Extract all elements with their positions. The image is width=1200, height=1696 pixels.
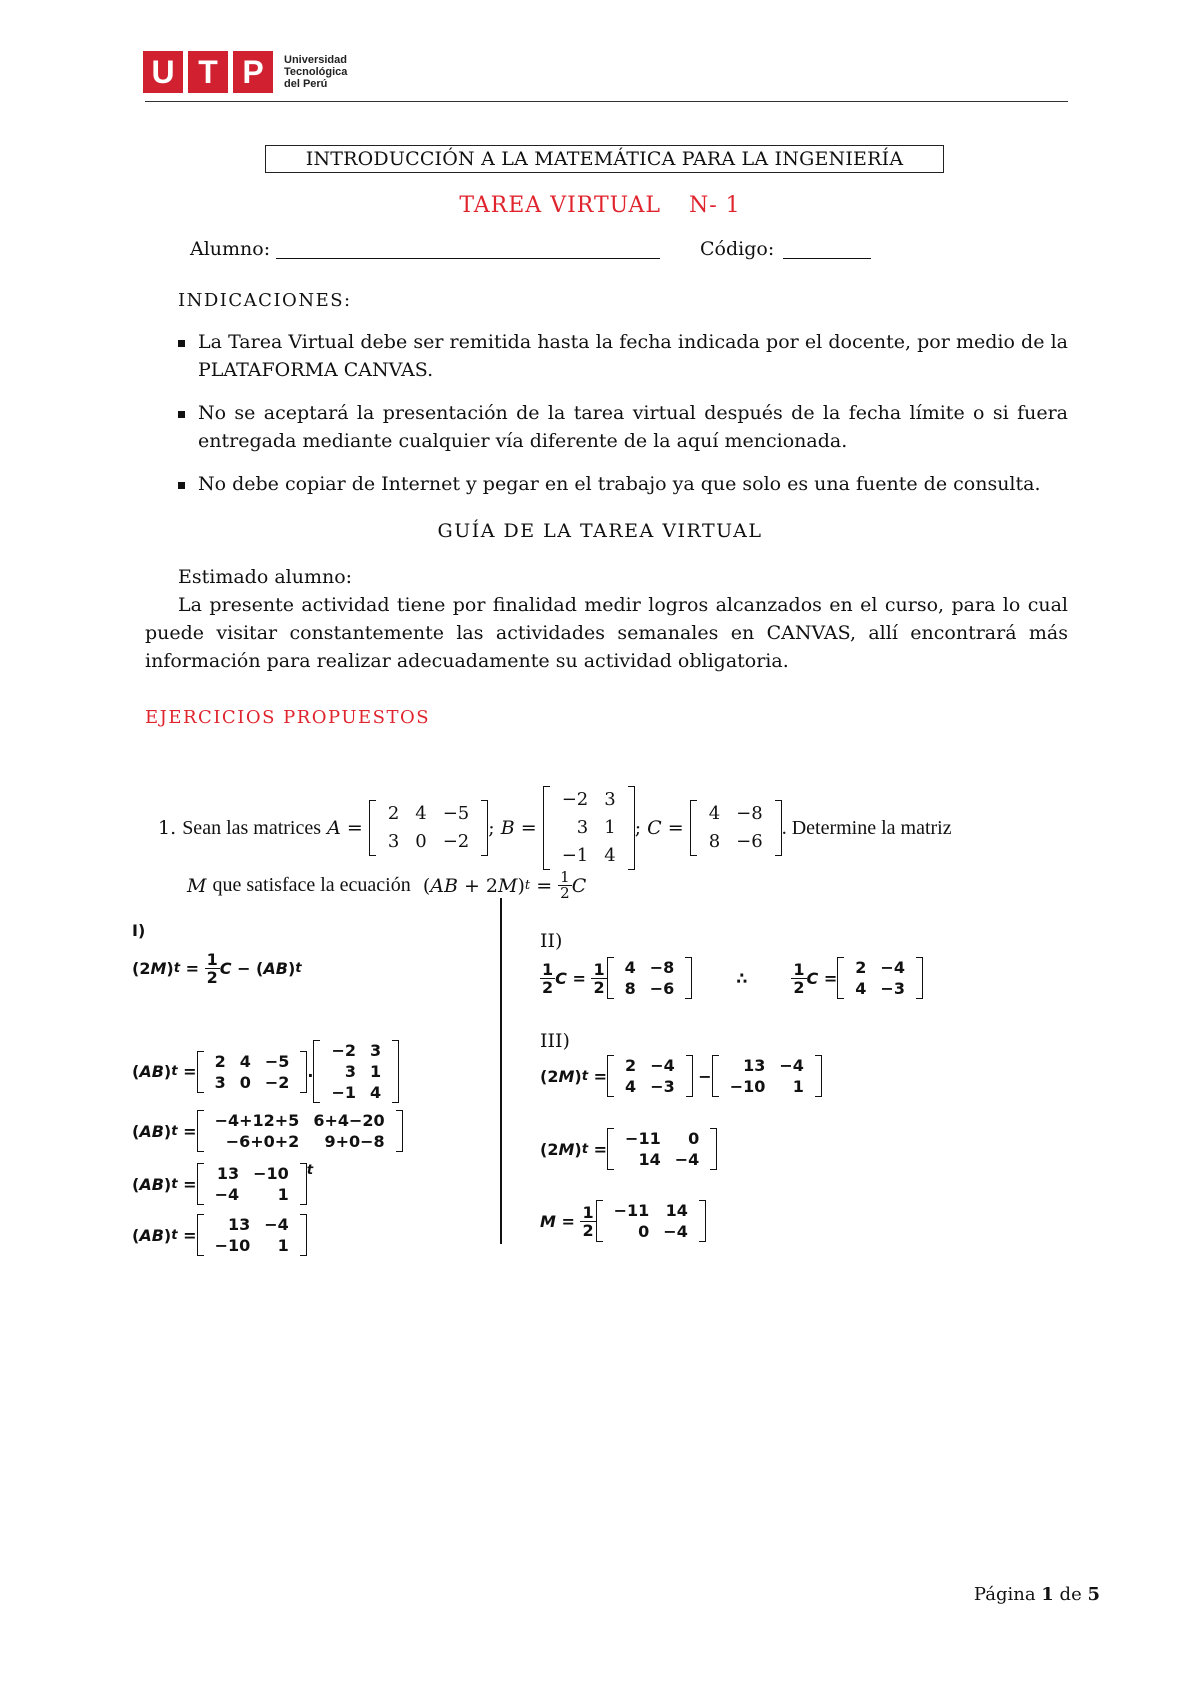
step-1-equation: (2 M ) t = $\frac{1}{2}$ C − ( AB ) t xyxy=(132,950,302,987)
logo-text xyxy=(284,54,347,90)
page-label: Página xyxy=(973,1584,1036,1605)
exercise-number: 1. xyxy=(158,817,177,839)
logo-line-2: Tecnológica xyxy=(284,66,348,78)
logo-line-3: del Perú xyxy=(284,78,328,90)
assignment-label: TAREA VIRTUAL xyxy=(459,193,661,218)
ejercicios-title: EJERCICIOS PROPUESTOS xyxy=(145,707,431,728)
logo-letter-p: P xyxy=(233,51,273,93)
matrix-m-symbol: M xyxy=(187,874,207,897)
therefore-symbol: ∴ xyxy=(736,968,748,988)
step-6-equation: $\frac{1}{2}$ C = $\frac{1}{2}$ 4 −8 8 −6 ∴ $\frac{1}{2}$ C = 2 −4 4 −3 xyxy=(540,957,923,999)
guia-paragraph: La presente actividad tiene por finalidad medir logros alcanzados en el curso, para lo cual puede visitar constantemente las actividades semanales en CANVAS, allí encontrará más información para realizar adecuadamente su actividad obligatoria. xyxy=(145,594,1068,672)
step-8-equation: (2 M ) t = −11 0 14 −4 xyxy=(540,1128,717,1170)
part-3-label: III) xyxy=(540,1030,570,1052)
part-2-label: II) xyxy=(540,930,563,952)
bullet-icon xyxy=(178,340,185,347)
total-pages: 5 xyxy=(1087,1584,1100,1605)
step-9-equation: M = $\frac{1}{2}$ −11 14 0 −4 xyxy=(540,1200,706,1242)
codigo-label: Código: xyxy=(700,238,775,260)
exercise-intro: Sean las matrices xyxy=(182,816,322,839)
greeting: Estimado alumno: xyxy=(178,566,353,588)
matrix-c: 4 −8 8 −6 xyxy=(690,800,782,856)
list-item xyxy=(178,328,1068,384)
bullet-icon xyxy=(178,482,185,489)
part-1-label: I) xyxy=(132,921,146,940)
exercise-1-statement: 1. Sean las matrices A = 2 4 −5 3 0 −2 ; B = −2 3 3 1 −1 4 ; C = 4 −8 8 −6 . Determine la matriz xyxy=(158,786,952,870)
step-4-equation: ( AB ) t = 13 −10 −4 1 $^t$ xyxy=(132,1163,314,1204)
page-number xyxy=(974,1584,1100,1605)
matrix-a: 2 4 −5 3 0 −2 xyxy=(369,800,488,856)
list-item xyxy=(178,470,1068,498)
current-page: 1 xyxy=(1041,1584,1054,1605)
logo-line-1: Universidad xyxy=(284,54,347,66)
logo-letter-u: U xyxy=(143,51,183,93)
equation-intro: que satisface la ecuación xyxy=(212,874,411,896)
matrix-b: −2 3 3 1 −1 4 xyxy=(543,786,635,870)
exercise-1-equation: M que satisface la ecuación ( AB + 2 M ) t = $\frac{1}{2}$ C xyxy=(187,868,587,902)
step-5-equation: ( AB ) t = 13 −4 −10 1 xyxy=(132,1214,307,1256)
utp-logo xyxy=(143,51,347,93)
course-title: INTRODUCCIÓN A LA MATEMÁTICA PARA LA INGENIERÍA xyxy=(265,145,944,173)
list-item xyxy=(178,399,1068,455)
list-item-text: No debe copiar de Internet y pegar en el trabajo ya que solo es una fuente de consulta. xyxy=(198,473,1041,495)
assignment-number: N- 1 xyxy=(688,193,741,218)
step-2-equation: ( AB ) t = 2 4 −5 3 0 −2 . −2 3 3 1 −1 4 xyxy=(132,1040,399,1103)
alumno-label: Alumno: xyxy=(190,238,271,260)
header-divider xyxy=(145,101,1068,102)
codigo-field[interactable] xyxy=(783,258,871,259)
list-item-text: No se aceptará la presentación de la tarea virtual después de la fecha límite o si fuera entregada mediante cualquier vía diferente de la aquí mencionada. xyxy=(198,402,1068,452)
step-7-equation: (2 M ) t = 2 −4 4 −3 − 13 −4 −10 1 xyxy=(540,1055,822,1097)
solution-divider xyxy=(500,898,502,1244)
alumno-field[interactable] xyxy=(276,258,660,259)
exercise-after: . Determine la matriz xyxy=(781,816,952,839)
page-of: de xyxy=(1059,1584,1082,1605)
step-3-equation: ( AB ) t = −4+12+5 6+4−20 −6+0+2 9+0−8 xyxy=(132,1110,403,1152)
guia-title: GUÍA DE LA TAREA VIRTUAL xyxy=(437,520,763,542)
assignment-title xyxy=(0,193,1200,218)
indicaciones-title: INDICACIONES: xyxy=(178,290,352,311)
list-item-text: La Tarea Virtual debe ser remitida hasta la fecha indicada por el docente, por medio de la PLATAFORMA CANVAS. xyxy=(198,331,1068,381)
bullet-icon xyxy=(178,411,185,418)
logo-letter-t: T xyxy=(188,51,228,93)
